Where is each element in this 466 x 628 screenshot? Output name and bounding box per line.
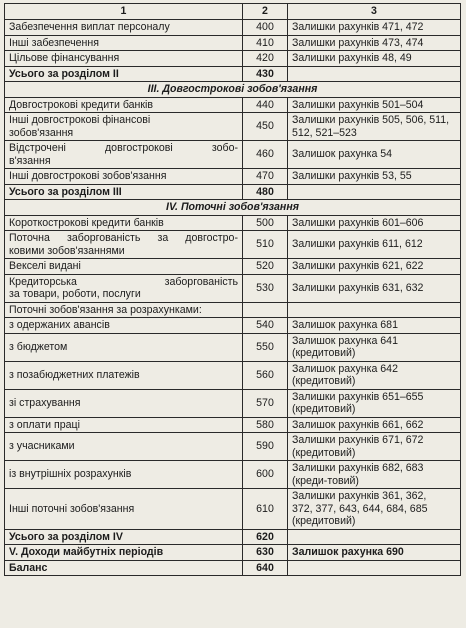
row-name: [5, 231, 243, 259]
balance-sheet-table: [4, 3, 461, 576]
row-code: 470: [243, 169, 288, 185]
empty-cell: [288, 529, 461, 545]
column-header-2: 2: [243, 4, 288, 20]
row-name: з позабюджетних платежів: [5, 361, 243, 389]
table-row: [5, 20, 461, 36]
table-row: [5, 231, 461, 259]
row-account: [288, 489, 461, 530]
row-code: 590: [243, 433, 288, 461]
row-account: [288, 333, 461, 361]
table-row: [5, 113, 461, 141]
section-v-row: [5, 545, 461, 561]
section-v-code: 630: [243, 545, 288, 561]
section-title: IV. Поточні зобов'язання: [5, 200, 461, 216]
row-name: [5, 113, 243, 141]
row-account: [288, 433, 461, 461]
table-row: [5, 461, 461, 489]
row-account-line: (кредитовий): [292, 347, 356, 359]
row-account: Залишки рахунків 621, 622: [288, 259, 461, 275]
row-code: 420: [243, 51, 288, 67]
row-account-line: 372, 377, 643, 644, 684, 685: [292, 502, 428, 515]
row-name-word: зобо-: [211, 142, 238, 154]
row-account-line: (кредитовий): [292, 403, 356, 415]
row-name: із внутрішніх розрахунків: [5, 461, 243, 489]
row-code: 440: [243, 97, 288, 113]
table-row: [5, 302, 461, 318]
row-account-line: 512, 521–523: [292, 126, 357, 139]
row-code: 520: [243, 259, 288, 275]
row-name-line: Інші довгострокові фінансові: [9, 114, 151, 126]
row-name: Забезпечення виплат персоналу: [5, 20, 243, 36]
table-row: [5, 141, 461, 169]
table-row: [5, 489, 461, 530]
row-code: 460: [243, 141, 288, 169]
row-name: Довгострокові кредити банків: [5, 97, 243, 113]
row-code: 560: [243, 361, 288, 389]
row-name-line: в'язання: [9, 154, 51, 167]
section-v-label: V. Доходи майбутніх періодів: [5, 545, 243, 561]
row-code: 400: [243, 20, 288, 36]
row-name: з бюджетом: [5, 333, 243, 361]
section-header-row: [5, 200, 461, 216]
row-account-line: Залишки рахунків 651–655: [292, 390, 424, 403]
row-account: Залишки рахунків 631, 632: [288, 274, 461, 302]
row-account-line: Залишки рахунків 361, 362,: [292, 490, 427, 502]
row-name-word: заборгованість: [67, 232, 141, 244]
empty-cell: [288, 560, 461, 576]
row-name-word: довгостро-: [185, 232, 238, 244]
section-total-code: 620: [243, 529, 288, 545]
row-account: Залишок рахунків 661, 662: [288, 417, 461, 433]
row-name: Короткострокові кредити банків: [5, 215, 243, 231]
row-name: з одержаних авансів: [5, 318, 243, 334]
row-name: з оплати праці: [5, 417, 243, 433]
row-name: з учасниками: [5, 433, 243, 461]
row-name: зі страхування: [5, 389, 243, 417]
row-name-line: ковими зобов'язаннями: [9, 244, 125, 257]
row-account-line: Залишок рахунка 641: [292, 334, 398, 347]
row-account-line: (креди-товий): [292, 474, 359, 487]
row-name-word: за: [157, 232, 169, 244]
row-name: Інші поточні зобов'язання: [5, 489, 243, 530]
row-account-line: Залишки рахунків 682, 683: [292, 462, 424, 474]
row-account: Залишок рахунка 54: [288, 141, 461, 169]
balance-code: 640: [243, 560, 288, 576]
row-code: 530: [243, 274, 288, 302]
row-name-word: довгострокові: [105, 142, 173, 154]
table-row: [5, 97, 461, 113]
row-account: Залишки рахунків 501–504: [288, 97, 461, 113]
row-name-line: за товари, роботи, послуги: [9, 288, 141, 300]
section-v-account: Залишок рахунка 690: [288, 545, 461, 561]
row-code: 540: [243, 318, 288, 334]
row-account-line: (кредитовий): [292, 515, 356, 527]
table-row: [5, 35, 461, 51]
row-account: [288, 389, 461, 417]
empty-cell: [288, 184, 461, 200]
section-header-row: [5, 82, 461, 98]
row-name: Інші забезпечення: [5, 35, 243, 51]
section-total-label: Усього за розділом ІІІ: [5, 184, 243, 200]
empty-cell: [288, 302, 461, 318]
section-total-code: 480: [243, 184, 288, 200]
table-row: [5, 215, 461, 231]
table-row: [5, 259, 461, 275]
row-account: Залишки рахунків 473, 474: [288, 35, 461, 51]
row-account-line: Залишки рахунків 671, 672: [292, 434, 424, 446]
section-total-label: Усього за розділом IV: [5, 529, 243, 545]
empty-cell: [288, 66, 461, 82]
header-row: [5, 4, 461, 20]
table-row: [5, 433, 461, 461]
row-account: [288, 461, 461, 489]
row-code: 500: [243, 215, 288, 231]
table-row: [5, 389, 461, 417]
row-name: Інші довгострокові зобов'язання: [5, 169, 243, 185]
row-name-line: [9, 276, 238, 289]
table-row: [5, 274, 461, 302]
empty-cell: [243, 302, 288, 318]
row-account: Залишки рахунків 53, 55: [288, 169, 461, 185]
row-name-word: заборгованість: [164, 275, 238, 288]
row-account: Залишки рахунків 471, 472: [288, 20, 461, 36]
column-header-3: 3: [288, 4, 461, 20]
column-header-1: 1: [5, 4, 243, 20]
table-row: [5, 333, 461, 361]
section-total-row: [5, 529, 461, 545]
section-total-label: Усього за розділом ІІ: [5, 66, 243, 82]
row-name: [5, 274, 243, 302]
row-name: Векселі видані: [5, 259, 243, 275]
table-row: [5, 361, 461, 389]
row-code: 510: [243, 231, 288, 259]
row-account: Залишки рахунків 48, 49: [288, 51, 461, 67]
row-account: [288, 113, 461, 141]
row-code: 410: [243, 35, 288, 51]
balance-label: Баланс: [5, 560, 243, 576]
row-name-word: Відстрочені: [9, 142, 66, 154]
table-row: [5, 417, 461, 433]
section-title: ІІІ. Довгострокові зобов'язання: [5, 82, 461, 98]
row-name: [5, 141, 243, 169]
section-total-row: [5, 66, 461, 82]
row-account-line: Залишки рахунків 505, 506, 511,: [292, 114, 450, 126]
row-account-line: (кредитовий): [292, 375, 356, 387]
row-name-line: [9, 232, 238, 245]
row-account: Залишки рахунків 611, 612: [288, 231, 461, 259]
row-name-word: Кредиторська: [9, 275, 77, 288]
row-account: [288, 361, 461, 389]
table-row: [5, 169, 461, 185]
row-name: Цільове фінансування: [5, 51, 243, 67]
row-account-line: (кредитовий): [292, 446, 356, 459]
row-code: 450: [243, 113, 288, 141]
row-code: 570: [243, 389, 288, 417]
row-account: Залишок рахунка 681: [288, 318, 461, 334]
balance-row: [5, 560, 461, 576]
row-account-line: Залишок рахунка 642: [292, 362, 398, 375]
row-code: 610: [243, 489, 288, 530]
row-name-line: зобов'язання: [9, 126, 74, 139]
row-name-word: Поточна: [9, 232, 50, 244]
section-total-code: 430: [243, 66, 288, 82]
row-code: 550: [243, 333, 288, 361]
row-name-line: [9, 142, 238, 155]
row-account: Залишки рахунків 601–606: [288, 215, 461, 231]
row-code: 600: [243, 461, 288, 489]
row-code: 580: [243, 417, 288, 433]
table-row: [5, 51, 461, 67]
table-row: [5, 318, 461, 334]
section-total-row: [5, 184, 461, 200]
row-name: Поточні зобов'язання за розрахунками:: [5, 302, 243, 318]
